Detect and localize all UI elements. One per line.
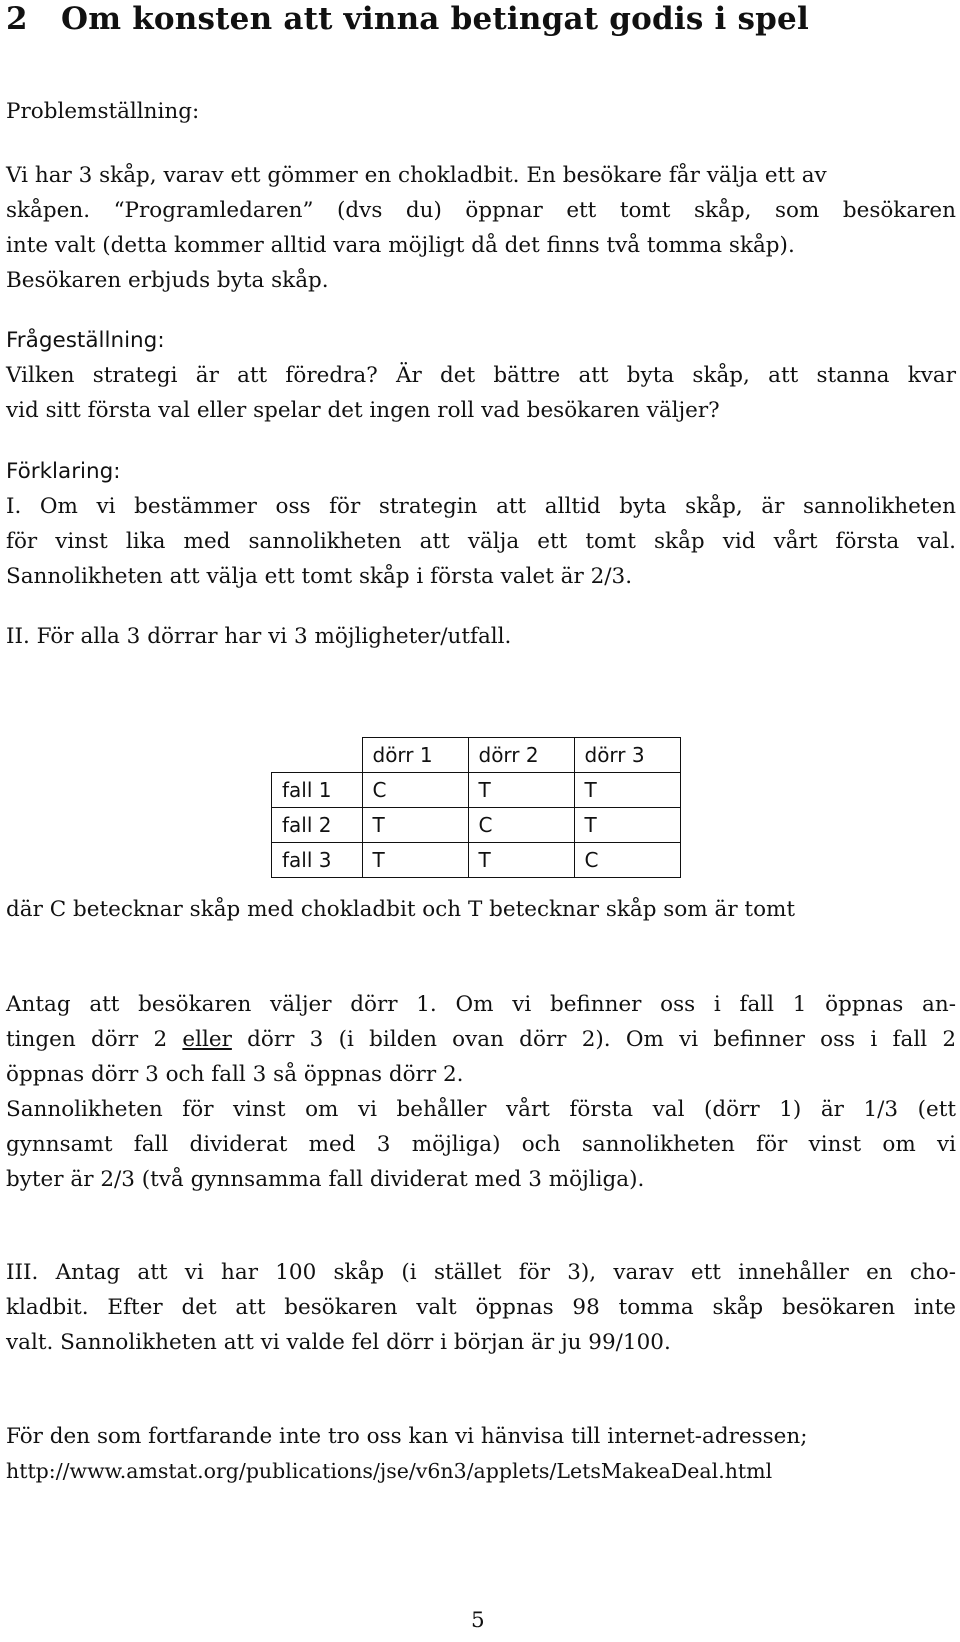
table-cell: T xyxy=(574,808,680,843)
table-row-label: fall 1 xyxy=(272,773,363,808)
problem-line-2: skåpen. “Programledaren” (dvs du) öppnar ett tomt skåp, som besökaren xyxy=(6,198,956,223)
part3-line-2: kladbit. Efter det att besökaren valt öppnas 98 tomma skåp besökaren inte xyxy=(6,1295,956,1320)
question-heading: Frågeställning: xyxy=(6,328,165,353)
page-number: 5 xyxy=(471,1608,485,1633)
underlined-word: eller xyxy=(182,1027,232,1052)
table-cell: T xyxy=(468,773,574,808)
table-header-cell: dörr 2 xyxy=(468,738,574,773)
reference-url[interactable]: http://www.amstat.org/publications/jse/v6n3/applets/LetsMakeaDeal.html xyxy=(6,1459,773,1483)
assume-line-5: gynnsamt fall dividerat med 3 möjliga) och sannolikheten för vinst om vi xyxy=(6,1132,956,1157)
table-cell: C xyxy=(468,808,574,843)
problem-heading: Problemställning: xyxy=(6,99,200,124)
table-header-cell: dörr 3 xyxy=(574,738,680,773)
problem-line-1: Vi har 3 skåp, varav ett gömmer en chokladbit. En besökare får välja ett av xyxy=(6,163,827,188)
section-title: Om konsten att vinna betingat godis i spel xyxy=(61,1,809,37)
section-heading xyxy=(6,0,809,38)
assume-line-6: byter är 2/3 (två gynnsamma fall dividerat med 3 möjliga). xyxy=(6,1167,645,1192)
question-line-1: Vilken strategi är att föredra? Är det bättre att byta skåp, att stanna kvar xyxy=(6,363,956,388)
problem-line-4: Besökaren erbjuds byta skåp. xyxy=(6,268,329,293)
table-row xyxy=(272,808,681,843)
table-row-label: fall 2 xyxy=(272,808,363,843)
table-cell: T xyxy=(574,773,680,808)
part3-line-1: III. Antag att vi har 100 skåp (i stället för 3), varav ett innehåller en cho- xyxy=(6,1260,956,1285)
explanation-part2: II. För alla 3 dörrar har vi 3 möjligheter/utfall. xyxy=(6,624,512,649)
problem-line-3: inte valt (detta kommer alltid vara möjligt då det finns två tomma skåp). xyxy=(6,233,795,258)
footer-line: För den som fortfarande inte tro oss kan vi hänvisa till internet-adressen; xyxy=(6,1424,808,1449)
table-row xyxy=(272,843,681,878)
table-cell: C xyxy=(362,773,468,808)
assume-line-1: Antag att besökaren väljer dörr 1. Om vi befinner oss i fall 1 öppnas an- xyxy=(6,992,956,1017)
table-cell: T xyxy=(362,843,468,878)
explanation-part1-line-2: för vinst lika med sannolikheten att välja ett tomt skåp vid vårt första val. xyxy=(6,529,956,554)
table-row xyxy=(272,773,681,808)
part3-line-3: valt. Sannolikheten att vi valde fel dörr i början är ju 99/100. xyxy=(6,1330,671,1355)
table-row-label: fall 3 xyxy=(272,843,363,878)
explanation-part1-line-1: I. Om vi bestämmer oss för strategin att alltid byta skåp, är sannolikheten xyxy=(6,494,956,519)
table-header-cell: dörr 1 xyxy=(362,738,468,773)
table-cell: T xyxy=(468,843,574,878)
question-line-2: vid sitt första val eller spelar det ingen roll vad besökaren väljer? xyxy=(6,398,720,423)
outcome-table xyxy=(271,737,681,878)
table-header-row xyxy=(272,738,681,773)
table-cell: C xyxy=(574,843,680,878)
table-cell: T xyxy=(362,808,468,843)
assume-line-2: tingen dörr 2 eller dörr 3 (i bilden ovan dörr 2). Om vi befinner oss i fall 2 xyxy=(6,1027,956,1052)
section-number: 2 xyxy=(6,1,28,37)
explanation-heading: Förklaring: xyxy=(6,459,121,484)
assume-line-3: öppnas dörr 3 och fall 3 så öppnas dörr 2. xyxy=(6,1062,464,1087)
table-header-cell xyxy=(272,738,363,773)
assume-line-4: Sannolikheten för vinst om vi behåller vårt första val (dörr 1) är 1/3 (ett xyxy=(6,1097,956,1122)
table-legend: där C betecknar skåp med chokladbit och T betecknar skåp som är tomt xyxy=(6,897,796,922)
explanation-part1-line-3: Sannolikheten att välja ett tomt skåp i första valet är 2/3. xyxy=(6,564,633,589)
